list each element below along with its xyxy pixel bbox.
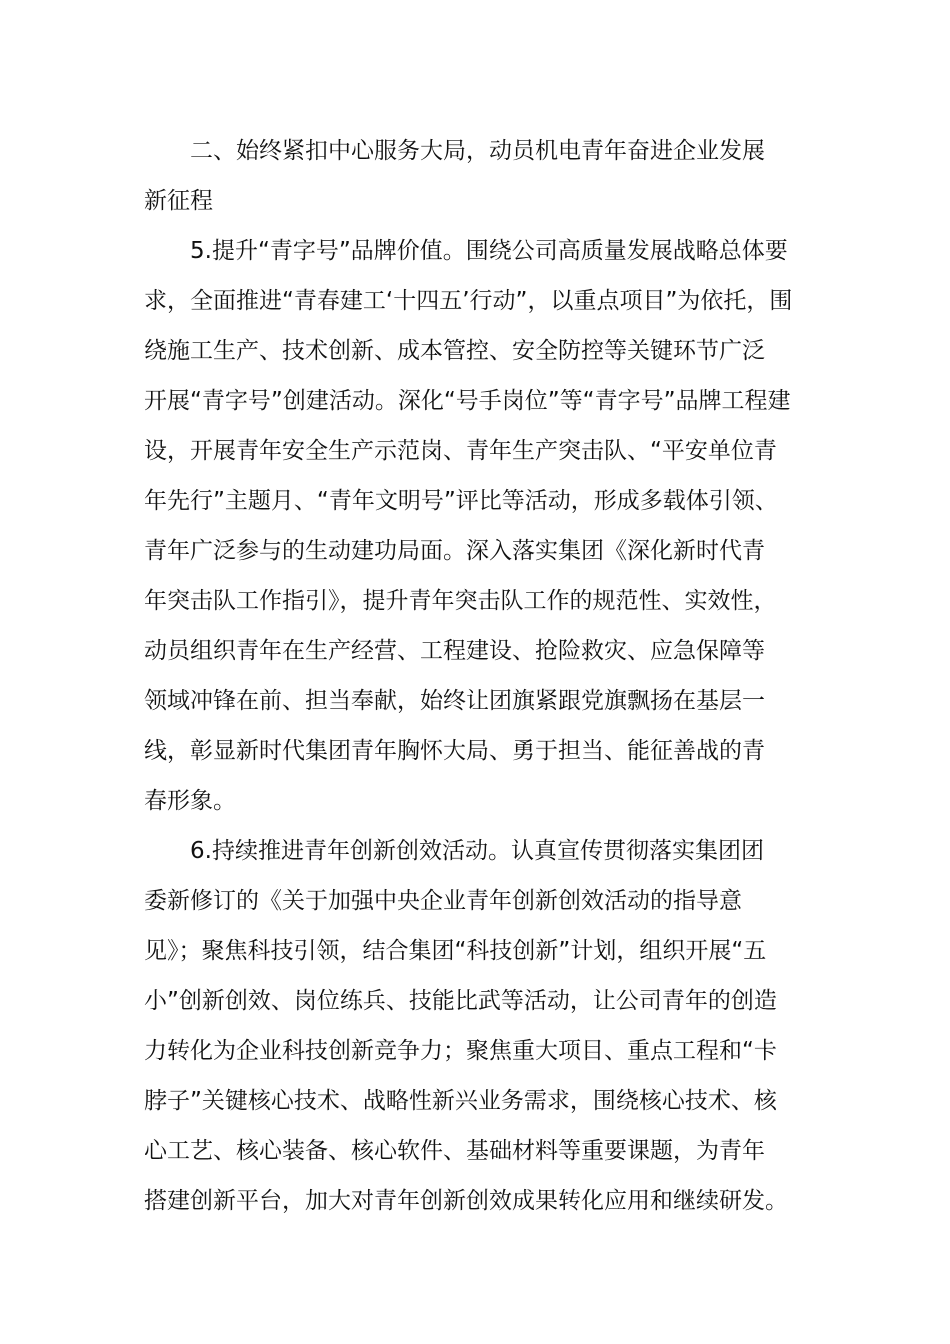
paragraph-line: 绕施工生产、技术创新、成本管控、安全防控等关键环节广泛	[144, 338, 765, 364]
paragraph-line: 年突击队工作指引》，提升青年突击队工作的规范性、实效性，	[144, 588, 777, 614]
paragraph-line: 心工艺、核心装备、核心软件、基础材料等重要课题，为青年	[144, 1138, 765, 1164]
paragraph-6	[144, 826, 806, 1226]
paragraph-line: 力转化为企业科技创新竞争力；聚焦重大项目、重点工程和“卡	[144, 1038, 777, 1064]
paragraph-line: 求，全面推进“青春建工‘十四五’行动”，以重点项目”为依托，围	[144, 288, 793, 314]
paragraph-line: 6.持续推进青年创新创效活动。认真宣传贯彻落实集团团	[190, 838, 764, 864]
paragraph-line: 小”创新创效、岗位练兵、技能比武等活动，让公司青年的创造	[144, 988, 777, 1014]
paragraph-line: 青年广泛参与的生动建功局面。深入落实集团《深化新时代青	[144, 538, 765, 564]
heading-line: 二、始终紧扣中心服务大局，动员机电青年奋进企业发展	[190, 138, 765, 164]
paragraph-line: 委新修订的《关于加强中央企业青年创新创效活动的指导意	[144, 888, 742, 914]
paragraph-line: 动员组织青年在生产经营、工程建设、抢险救灾、应急保障等	[144, 638, 765, 664]
document-body	[144, 126, 806, 1226]
paragraph-line: 搭建创新平台，加大对青年创新创效成果转化应用和继续研发。	[144, 1188, 788, 1214]
paragraph-line: 春形象。	[144, 788, 236, 814]
paragraph-line: 5.提升“青字号”品牌价值。围绕公司高质量发展战略总体要	[190, 238, 788, 264]
section-heading	[144, 126, 806, 226]
paragraph-line: 设，开展青年安全生产示范岗、青年生产突击队、“平安单位青	[144, 438, 777, 464]
paragraph-line: 领域冲锋在前、担当奉献，始终让团旗紧跟党旗飘扬在基层一	[144, 688, 765, 714]
paragraph-line: 线，彰显新时代集团青年胸怀大局、勇于担当、能征善战的青	[144, 738, 765, 764]
paragraph-line: 脖子”关键核心技术、战略性新兴业务需求，围绕核心技术、核	[144, 1088, 777, 1114]
paragraph-5	[144, 226, 806, 826]
paragraph-line: 开展“青字号”创建活动。深化“号手岗位”等“青字号”品牌工程建	[144, 388, 791, 414]
paragraph-line: 年先行”主题月、“青年文明号”评比等活动，形成多载体引领、	[144, 488, 778, 514]
paragraph-line: 见》；聚焦科技引领，结合集团“科技创新”计划，组织开展“五	[144, 938, 767, 964]
heading-line: 新征程	[144, 188, 213, 214]
